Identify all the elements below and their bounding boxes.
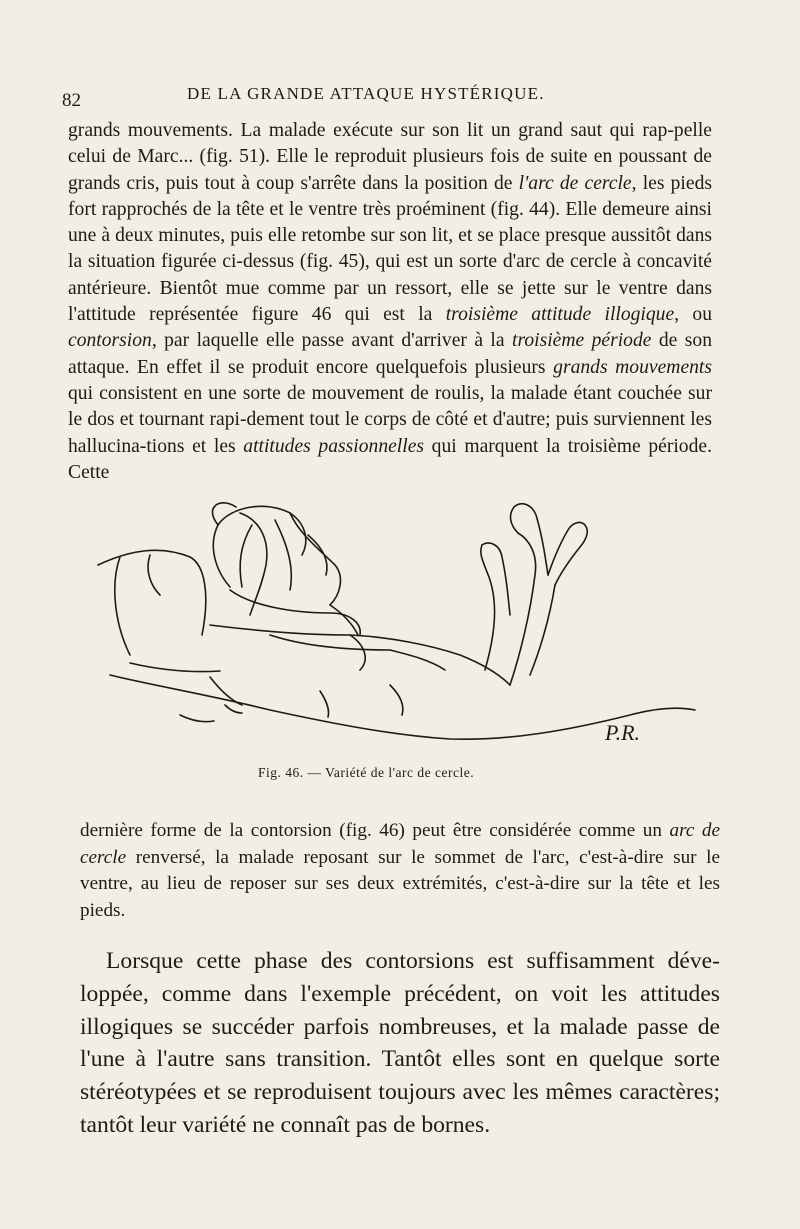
italic-segment: troisième période xyxy=(512,330,652,352)
text-segment: dernière forme de la contorsion (fig. 46) peut être considérée comme un xyxy=(80,820,670,841)
italic-segment: l'arc de cercle xyxy=(518,172,632,194)
text-segment: , les pieds fort rapprochés de la tête et le ventre très proéminent (fig. 44). Elle demeure ainsi une à deux minutes, puis elle retombe sur son lit, et se place presque aussitôt dans la situation figurée ci-dessus (fig. 45), qui est un sorte d'arc de cercle à concavité antérieure. Bientôt mue comme par un ressort, elle se jette sur le ventre dans l'attitude représentée figure 46 qui est la xyxy=(68,172,712,326)
text-segment: , ou xyxy=(674,304,713,326)
running-title: DE LA GRANDE ATTAQUE HYSTÉRIQUE. xyxy=(187,84,545,103)
figure-46-illustration xyxy=(90,495,720,755)
text-segment: Lorsque cette phase des contorsions est suffisamment déve-loppée, comme dans l'exemple précédent, on voit les attitudes illogiques se succéder parfois nombreuses, et la malade passe de l'une à l'autre sans transition. Tantôt elles sont en quelque sorte stéréotypées et se reproduisent toujours avec les mêmes caractères; tantôt leur variété ne connaît pas de bornes. xyxy=(80,948,720,1138)
paragraph-2 xyxy=(80,818,720,924)
page-header xyxy=(62,82,622,110)
italic-segment: troisième attitude illogique xyxy=(445,304,675,326)
text-segment: grands mouvements. La malade exécute sur son lit un grand saut qui rap-pelle celui de Marc... (fig. 51). Elle le reproduit plusieurs fois de suite en poussant de grands cris, puis tout à coup s'arrête dans la position de xyxy=(68,120,712,194)
italic-segment: arc de cercle xyxy=(80,820,720,868)
text-segment: renversé, la malade reposant sur le sommet de l'arc, c'est-à-dire sur le ventre, au lieu de reposer sur ses deux extrémités, c'est-à-dire sur la tête et les pieds. xyxy=(80,846,720,921)
italic-segment: contorsion xyxy=(68,330,152,352)
italic-segment: grands mouvements xyxy=(553,356,713,378)
text-segment: qui consistent en une sorte de mouvement de roulis, la malade étant couchée sur le dos et tournant rapi-dement tout le corps de côté et d'autre; puis surviennent les hallucina-tions et les xyxy=(68,382,712,457)
paragraph-3 xyxy=(80,945,720,1142)
text-segment: qui marquent la troisième période. Cette xyxy=(68,435,712,483)
text-segment: de son attaque. En effet il se produit encore quelquefois plusieurs xyxy=(68,330,713,378)
paragraph-1 xyxy=(68,118,712,486)
italic-segment: attitudes passionnelles xyxy=(243,435,425,457)
signature-monogram: P.R. xyxy=(605,720,641,745)
text-segment: , par laquelle elle passe avant d'arriver à la xyxy=(151,330,512,352)
page-number: 82 xyxy=(62,90,81,111)
figure-caption: Fig. 46. — Variété de l'arc de cercle. xyxy=(258,765,475,780)
